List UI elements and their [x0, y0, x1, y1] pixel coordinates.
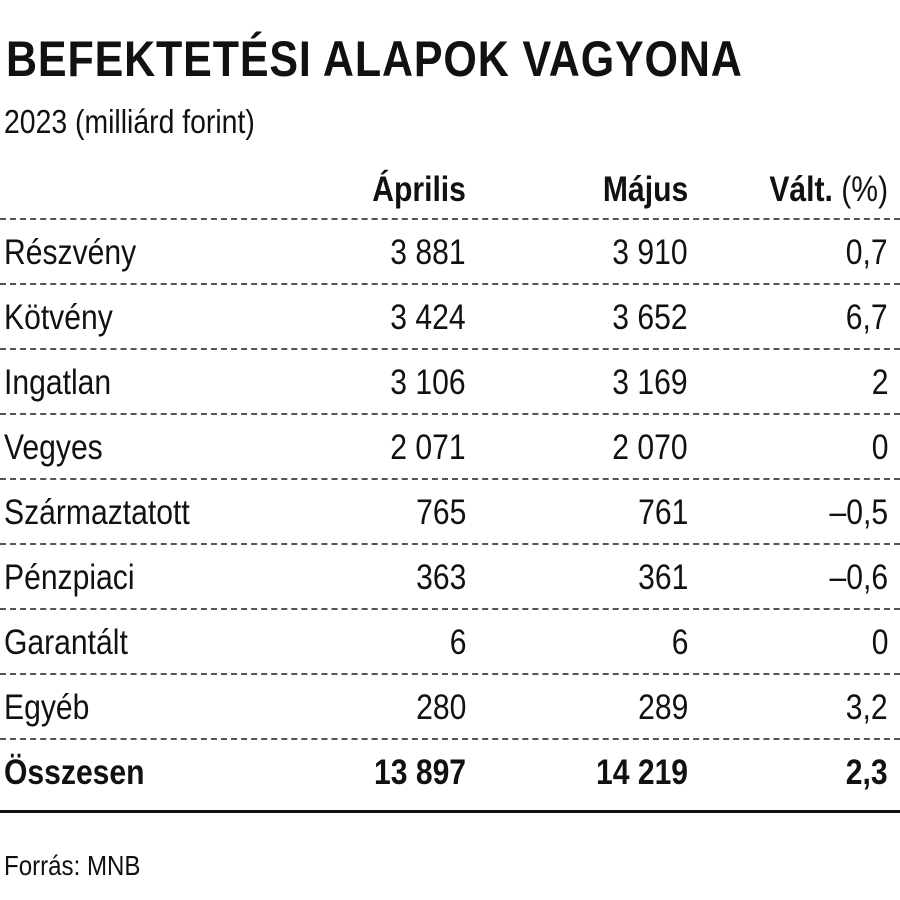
total-label: Összesen: [4, 752, 145, 792]
row-label: Egyéb: [4, 687, 90, 727]
row-label: Kötvény: [4, 297, 113, 337]
may-value: 2 070: [612, 427, 688, 467]
change-value: –0,6: [829, 557, 888, 597]
change-value: 2: [871, 362, 888, 402]
column-header-may: Május: [602, 170, 688, 209]
may-value: 289: [637, 687, 688, 727]
row-label: Pénzpiaci: [4, 557, 135, 597]
april-value: 3 424: [390, 297, 466, 337]
april-value: 765: [415, 492, 466, 532]
change-value: 6,7: [846, 297, 888, 337]
may-value: 3 169: [612, 362, 688, 402]
row-label: Ingatlan: [4, 362, 112, 402]
table-row: [0, 415, 900, 480]
subtitle: 2023 (milliárd forint): [4, 103, 255, 140]
row-label: Részvény: [4, 232, 137, 272]
table-total-row: [0, 740, 900, 805]
column-header-change-unit: (%): [841, 170, 888, 209]
april-value: 280: [415, 687, 466, 727]
row-label: Vegyes: [4, 427, 103, 467]
table-row: [0, 545, 900, 610]
table-row: [0, 675, 900, 740]
may-value: 3 652: [612, 297, 688, 337]
column-header-april: Április: [372, 170, 466, 209]
april-value: 3 881: [390, 232, 466, 272]
may-value: 361: [637, 557, 688, 597]
column-header-change: [769, 170, 888, 210]
table-row: [0, 610, 900, 675]
page-title: BEFEKTETÉSI ALAPOK VAGYONA: [6, 31, 743, 87]
change-value: 3,2: [846, 687, 888, 727]
change-value: 0,7: [846, 232, 888, 272]
table-row: [0, 220, 900, 285]
april-value: 3 106: [390, 362, 466, 402]
total-april-value: 13 897: [373, 752, 466, 792]
change-value: 0: [871, 427, 888, 467]
table-row: [0, 285, 900, 350]
april-value: 2 071: [390, 427, 466, 467]
table-header-row: [0, 160, 900, 220]
table-row: [0, 350, 900, 415]
source-note: Forrás: MNB: [4, 850, 141, 881]
may-value: 761: [637, 492, 688, 532]
april-value: 6: [449, 622, 466, 662]
row-label: Származtatott: [4, 492, 190, 532]
total-may-value: 14 219: [595, 752, 688, 792]
april-value: 363: [415, 557, 466, 597]
row-label: Garantált: [4, 622, 128, 662]
table-row: [0, 480, 900, 545]
total-change-value: 2,3: [846, 752, 888, 792]
change-value: 0: [871, 622, 888, 662]
data-table: [0, 160, 900, 805]
may-value: 6: [671, 622, 688, 662]
may-value: 3 910: [612, 232, 688, 272]
column-header-change-label: Vált.: [769, 170, 833, 209]
change-value: –0,5: [829, 492, 888, 532]
